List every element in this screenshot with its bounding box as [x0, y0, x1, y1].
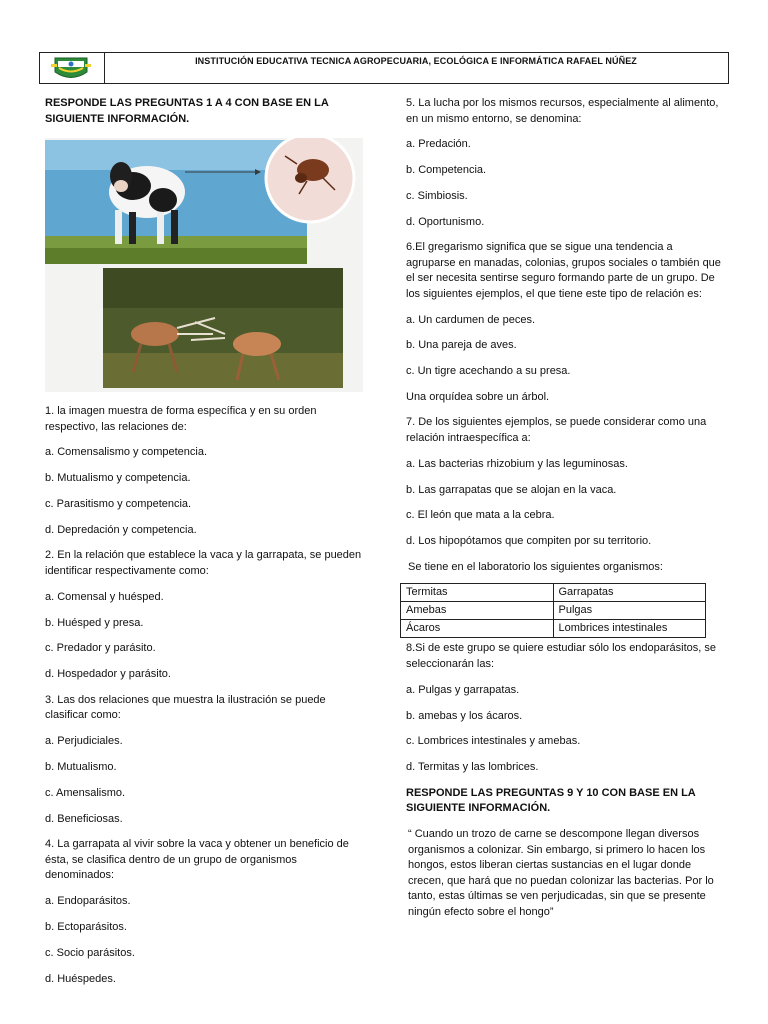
reading-quote: “ Cuando un trozo de carne se descompone llegan diversos organismos a colonizar. Sin embargo, si primero lo hacen los hongos, estos liberan ciertas sustancias en el lugar donde crecen, que hará que no puedan colonizar las bacterias. Por lo tanto, estas últimas se ven perjudicadas, sin que se presente ningún efecto sobre el hongo”	[408, 828, 714, 918]
question-8-text: 8.Si de este grupo se quiere estudiar sólo los endoparásitos, se seleccionarán las:	[406, 642, 717, 670]
section-intro-1: RESPONDE LAS PREGUNTAS 1 A 4 CON BASE EN LA SIGUIENTE INFORMACIÓN.	[45, 97, 329, 125]
question-8-option-a: a. Pulgas y garrapatas.	[406, 683, 520, 696]
antelope-fight-photo	[103, 268, 343, 388]
question-3-option-c: c. Amensalismo.	[45, 786, 126, 799]
question-6-option-d: Una orquídea sobre un árbol.	[406, 390, 550, 403]
question-5-option-c: c. Simbiosis.	[406, 189, 468, 202]
table-cell: Lombrices intestinales	[553, 620, 706, 638]
question-4-text: 4. La garrapata al vivir sobre la vaca y obtener un beneficio de ésta, se clasifica dentro de un grupo de organismos denominados:	[45, 838, 349, 882]
photo-illustration	[45, 138, 363, 392]
question-1-option-b: b. Mutualismo y competencia.	[45, 472, 191, 485]
question-2-option-c: c. Predador y parásito.	[45, 642, 156, 655]
question-5-option-a: a. Predación.	[406, 138, 471, 151]
question-8-option-d: d. Termitas y las lombrices.	[406, 761, 539, 774]
question-2-option-d: d. Hospedador y parásito.	[45, 668, 171, 681]
cow-photo	[45, 140, 307, 264]
question-3	[45, 693, 365, 827]
tick-closeup-photo	[266, 138, 354, 222]
question-6-option-c: c. Un tigre acechando a su presa.	[406, 365, 571, 378]
question-7-option-c: c. El león que mata a la cebra.	[406, 509, 555, 522]
question-2-text: 2. En la relación que establece la vaca y la garrapata, se pueden identificar respectivamente como:	[45, 549, 362, 577]
table-cell: Garrapatas	[553, 584, 706, 602]
question-6-option-b: b. Una pareja de aves.	[406, 339, 517, 352]
question-1-option-d: d. Depredación y competencia.	[45, 523, 197, 536]
school-header	[39, 52, 729, 84]
table-cell: Ácaros	[401, 620, 554, 638]
question-2-option-a: a. Comensal y huésped.	[45, 590, 164, 603]
question-6-text: 6.El gregarismo significa que se sigue una tendencia a agruparse en manadas, colonias, grupos sociales o también que el ser necesita sentirse seguro formando parte de un grupo. De los siguientes ejemplos, el que tiene este tipo de relación es:	[406, 241, 721, 300]
table-row	[401, 620, 706, 638]
question-8-option-c: c. Lombrices intestinales y amebas.	[406, 735, 581, 748]
table-row	[401, 602, 706, 620]
table-cell: Amebas	[401, 602, 554, 620]
question-8-option-b: b. amebas y los ácaros.	[406, 709, 523, 722]
question-3-option-b: b. Mutualismo.	[45, 761, 117, 774]
question-6	[406, 240, 724, 405]
logo-cell	[40, 53, 105, 83]
relationships-photo	[45, 138, 363, 392]
question-5-option-d: d. Oportunismo.	[406, 215, 485, 228]
question-4-option-a: a. Endoparásitos.	[45, 895, 131, 908]
question-4-option-c: c. Socio parásitos.	[45, 946, 135, 959]
table-row	[401, 584, 706, 602]
question-7-option-d: d. Los hipopótamos que compiten por su territorio.	[406, 535, 652, 548]
question-4-option-b: b. Ectoparásitos.	[45, 921, 127, 934]
table-cell: Termitas	[401, 584, 554, 602]
section-intro-2: RESPONDE LAS PREGUNTAS 9 Y 10 CON BASE EN LA SIGUIENTE INFORMACIÓN.	[406, 786, 696, 815]
school-crest-icon	[49, 55, 93, 82]
question-8	[406, 641, 724, 775]
question-7-option-b: b. Las garrapatas que se alojan en la vaca.	[406, 483, 617, 496]
organisms-table	[400, 583, 706, 638]
question-1-text: 1. la imagen muestra de forma específica y en su orden respectivo, las relaciones de:	[45, 405, 317, 433]
question-5-text: 5. La lucha por los mismos recursos, especialmente al alimento, en un mismo entorno, se denomina:	[406, 97, 719, 125]
question-5	[406, 96, 724, 230]
table-cell: Pulgas	[553, 602, 706, 620]
question-2	[45, 548, 365, 682]
question-4	[45, 837, 365, 987]
question-3-option-a: a. Perjudiciales.	[45, 735, 123, 748]
question-2-option-b: b. Huésped y presa.	[45, 616, 144, 629]
question-5-option-b: b. Competencia.	[406, 164, 487, 177]
left-column	[45, 96, 365, 997]
right-column	[406, 96, 724, 930]
question-7-text: 7. De los siguientes ejemplos, se puede considerar como una relación intraespecífica a:	[406, 416, 707, 444]
question-1-option-c: c. Parasitismo y competencia.	[45, 497, 192, 510]
question-6-option-a: a. Un cardumen de peces.	[406, 313, 536, 326]
question-1	[45, 404, 365, 538]
lab-intro: Se tiene en el laboratorio los siguientes organismos:	[408, 560, 663, 573]
question-1-option-a: a. Comensalismo y competencia.	[45, 446, 208, 459]
question-4-option-d: d. Huéspedes.	[45, 972, 116, 985]
school-name: INSTITUCIÓN EDUCATIVA TECNICA AGROPECUARIA, ECOLÓGICA E INFORMÁTICA RAFAEL NÚÑEZ	[195, 56, 637, 66]
question-7	[406, 415, 724, 549]
question-3-option-d: d. Beneficiosas.	[45, 812, 123, 825]
question-3-text: 3. Las dos relaciones que muestra la ilustración se puede clasificar como:	[45, 693, 326, 722]
question-7-option-a: a. Las bacterias rhizobium y las leguminosas.	[406, 457, 628, 470]
